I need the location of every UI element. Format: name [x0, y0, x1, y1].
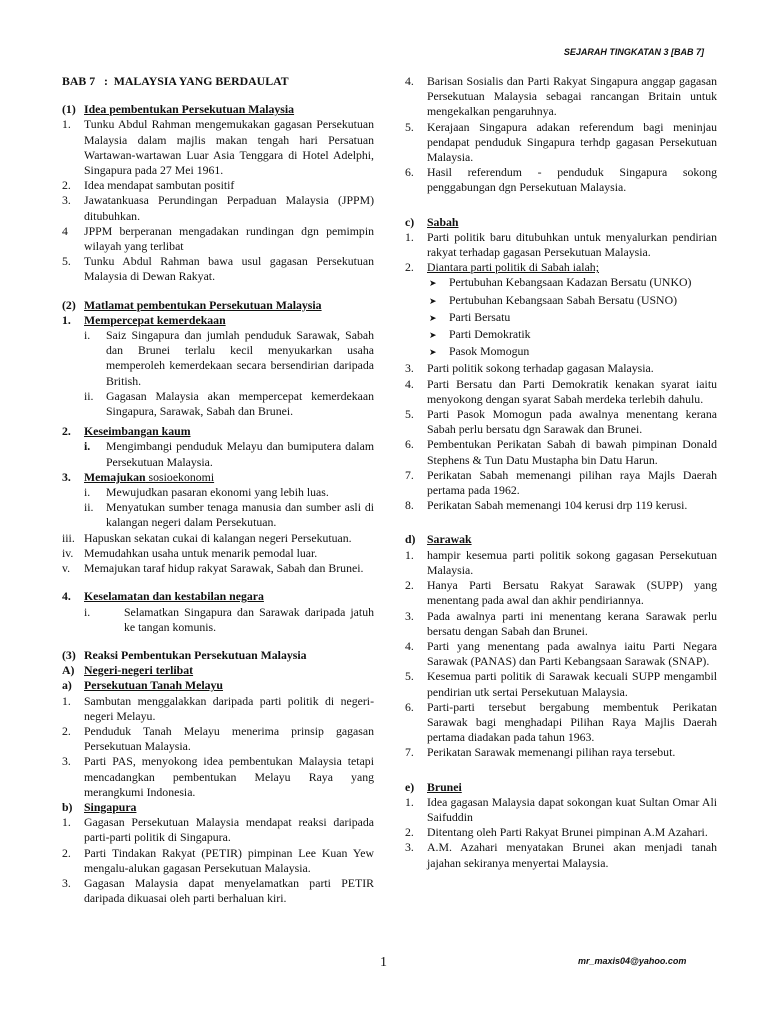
item-number: 6. [405, 165, 414, 180]
item-text: Gagasan Malaysia akan mempercepat kemerdekaan Singapura, Sarawak, Sabah dan Brunei. [106, 388, 374, 419]
point-3-list [62, 485, 374, 531]
arrow-bullet-icon: ➤ [429, 296, 437, 307]
item-number: 1. [62, 693, 71, 708]
list-item [405, 361, 717, 376]
list-item [62, 254, 374, 284]
list-item [405, 230, 717, 260]
point-4-list [62, 605, 374, 635]
item-text: A.M. Azahari menyatakan Brunei akan menjadi tanah jajahan sekiranya menyertai Malaysia. [427, 840, 717, 870]
item-number: 4. [405, 74, 414, 88]
list-item [405, 165, 717, 195]
item-text: Selamatkan Singapura dan Sarawak daripada jatuh ke tangan komunis. [124, 604, 374, 634]
item-number: i. [84, 604, 91, 619]
item-number: 8. [405, 498, 414, 513]
list-item [405, 74, 717, 120]
item-text: Hapuskan sekatan cukai di kalangan negeri Persekutuan. [84, 530, 352, 545]
point-title: Keselamatan dan kestabilan negara [84, 589, 264, 604]
item-text: Memajukan taraf hidup rakyat Sarawak, Sabah dan Brunei. [84, 561, 364, 576]
list-item [405, 795, 717, 825]
item-number: 5. [62, 254, 71, 269]
item-text: Hasil referendum - penduduk Singapura sokong penggabungan dgn Persekutuan Malaysia. [427, 165, 717, 195]
list-item [62, 876, 374, 906]
list-item [405, 377, 717, 407]
party-item [429, 344, 717, 361]
subsection-b-heading [62, 800, 374, 815]
list-item [405, 437, 717, 467]
party-name: Pertubuhan Kebangsaan Kadazan Bersatu (UNKO) [449, 275, 692, 290]
item-text: Kerajaan Singapura adakan referendum bagi meninjau pendapat penduduk Singapura terhdp gagasan Persekutuan Malaysia. [427, 119, 717, 165]
sabah-list-continued [405, 361, 717, 513]
item-number: iii. [62, 530, 75, 545]
subsection-label: c) [405, 214, 415, 229]
list-item [62, 178, 374, 193]
section-title: Matlamat pembentukan Persekutuan Malaysia [84, 297, 322, 312]
subsection-c-heading [405, 215, 717, 230]
item-number: 2. [405, 260, 414, 275]
item-number: 1. [62, 815, 71, 830]
arrow-bullet-icon: ➤ [429, 313, 437, 324]
item-text: Tunku Abdul Rahman bawa usul gagasan Persekutuan Malaysia di Dewan Rakyat. [84, 254, 374, 284]
item-number: 2. [405, 578, 414, 593]
party-item [429, 275, 717, 292]
list-item [405, 639, 717, 669]
list-item [405, 825, 717, 840]
party-item [429, 293, 717, 310]
point-title: Memajukan [84, 469, 146, 484]
item-text: Hanya Parti Bersatu Rakyat Sarawak (SUPP) yang menentang pada awal dan akhir pendiriannya. [427, 578, 717, 608]
item-number: 5. [405, 407, 414, 422]
item-text: Parti PAS, menyokong idea pembentukan Malaysia tetapi mencadangkan pembentukan Melayu Raya yang merangkumi Indonesia. [84, 754, 374, 799]
singapura-list [62, 815, 374, 906]
item-number: 2. [62, 845, 71, 860]
point-3-outer-list [62, 531, 374, 577]
list-item [62, 561, 374, 576]
right-column [405, 74, 717, 871]
point-1-list [62, 328, 374, 419]
list-item [62, 815, 374, 845]
item-number: 4. [405, 638, 414, 653]
item-number: 3. [405, 840, 414, 855]
party-item [429, 327, 717, 344]
list-item [405, 700, 717, 746]
item-number: 7. [405, 745, 414, 760]
item-text: Parti politik sokong terhadap gagasan Malaysia. [427, 361, 654, 376]
subsection-d-heading [405, 532, 717, 547]
item-text: Gagasan Malaysia dapat menyelamatkan parti PETIR daripada dikuasai oleh parti berhaluan kiri. [84, 875, 374, 906]
subsection-a-a-heading [62, 678, 374, 693]
item-text: Perikatan Sabah memenangi 104 kerusi drp 119 kerusi. [427, 498, 688, 513]
item-text: Pada awalnya parti ini menentang kerana Sarawak perlu bersatu dengan Sabah dan Brunei. [427, 608, 717, 638]
item-number: 4 [62, 223, 68, 238]
item-text: Penduduk Tanah Melayu menerima prinsip gagasan Persekutuan Malaysia. [84, 723, 374, 754]
point-number: 2. [62, 424, 71, 439]
item-text: Memudahkan usaha untuk menarik pemodal luar. [84, 545, 318, 560]
item-number: 3. [405, 608, 414, 623]
point-title: Mempercepat kemerdekaan [84, 312, 226, 327]
sabah-list [405, 230, 717, 260]
item-text: Parti yang menentang pada awalnya iaitu Parti Negara Sarawak (PANAS) dan Parti Kebangsaan Sarawak (SNAP). [427, 638, 717, 669]
page-number: 1 [380, 955, 387, 970]
item-number: ii. [84, 388, 94, 403]
section-2-heading [62, 298, 374, 313]
section-title: Reaksi Pembentukan Persekutuan Malaysia [84, 647, 307, 662]
item-number: 5. [405, 119, 414, 134]
item-text: Perikatan Sarawak memenangi pilihan raya tersebut. [427, 745, 676, 760]
point-3-heading [62, 470, 374, 485]
item-text: hampir kesemua parti politik sokong gagasan Persekutuan Malaysia. [427, 547, 717, 577]
party-list [405, 275, 717, 361]
party-item [429, 310, 717, 327]
item-text: Parti Pasok Momogun pada awalnya menentang kerana Sabah perlu bersatu dgn Sarawak dan Brunei. [427, 407, 717, 437]
list-item [84, 500, 374, 530]
item-number: 3. [62, 754, 71, 769]
list-item [84, 485, 374, 500]
list-item [405, 669, 717, 699]
item-number: 1. [405, 547, 414, 562]
chapter-title: BAB 7 : MALAYSIA YANG BERDAULAT [62, 74, 289, 88]
subsection-title: Negeri-negeri terlibat [84, 663, 194, 678]
sarawak-list [405, 548, 717, 761]
item-text: Idea gagasan Malaysia dapat sokongan kuat Sultan Omar Ali Saifuddin [427, 794, 717, 824]
subsection-label: e) [405, 779, 415, 794]
list-item [405, 548, 717, 578]
subsection-title: Singapura [84, 799, 137, 814]
singapura-list-continued [405, 74, 717, 196]
item-text: JPPM berperanan mengadakan rundingan dgn pemimpin wilayah yang terlibat [84, 223, 374, 254]
item-number: v. [62, 561, 71, 576]
subsection-e-heading [405, 780, 717, 795]
item-text: Gagasan Persekutuan Malaysia mendapat reaksi daripada parti-parti politik di Singapura. [84, 815, 374, 845]
item-number: 2. [62, 178, 71, 193]
list-item [62, 846, 374, 876]
item-number: i. [84, 328, 91, 343]
item-text: Sambutan menggalakkan daripada parti politik di negeri-negeri Melayu. [84, 693, 374, 723]
list-item [405, 745, 717, 760]
item-number: 1. [405, 794, 414, 809]
list-item [84, 328, 374, 389]
item-number: 2. [405, 825, 414, 840]
subsection-title: Sarawak [427, 532, 472, 547]
footer-email: mr_maxis04@yahoo.com [578, 956, 687, 966]
item-number: 3. [62, 193, 71, 208]
list-item [405, 578, 717, 608]
list-item [405, 407, 717, 437]
item-text: Parti politik baru ditubuhkan untuk menyalurkan pendirian rakyat terhadap gagasan Persekutuan Malaysia. [427, 229, 717, 260]
list-item [84, 439, 374, 469]
point-2-heading [62, 424, 374, 439]
subsection-label: d) [405, 532, 416, 547]
item-number: 5. [405, 669, 414, 684]
item-text: Jawatankuasa Perundingan Perpaduan Malaysia (JPPM) ditubuhkan. [84, 193, 374, 223]
item-text: Mewujudkan pasaran ekonomi yang lebih luas. [106, 485, 329, 500]
item-text: Tunku Abdul Rahman mengemukakan gagasan Persekutuan Malaysia dalam majlis makan tengah hari Persatuan Wartawan-wartawan Luar Asia Tenggara di Hotel Adelphi, Singapura pada 27 Mei 1961. [84, 117, 374, 178]
list-item [62, 754, 374, 800]
item-text: Parti Bersatu dan Parti Demokratik kenakan syarat iaitu menyokong dengan syarat Sabah merdeka terlebih dahulu. [427, 376, 717, 406]
item-text: Barisan Sosialis dan Parti Rakyat Singapura anggap gagasan Persekutuan Malaysia sebagai rancangan Britain untuk mengekalkan pengaruhnya. [427, 74, 717, 119]
point-title-suffix: sosioekonomi [145, 469, 215, 484]
point-1-heading [62, 313, 374, 328]
item-number: 6. [405, 699, 414, 714]
section-1-heading [62, 102, 374, 117]
item-number: 6. [405, 437, 414, 452]
arrow-bullet-icon: ➤ [429, 279, 437, 290]
list-item [405, 498, 717, 513]
list-item [62, 531, 374, 546]
point-4-heading [62, 589, 374, 604]
item-number: 2. [62, 723, 71, 738]
party-name: Pertubuhan Kebangsaan Sabah Bersatu (USNO) [449, 292, 678, 307]
point-number: 3. [62, 469, 71, 484]
list-item [62, 224, 374, 254]
item-number: 1. [405, 229, 414, 244]
item-text: Diantara parti politik di Sabah ialah; [427, 260, 599, 275]
item-number: 3. [405, 361, 414, 376]
page-header: SEJARAH TINGKATAN 3 [BAB 7] [563, 47, 704, 57]
subsection-title: Brunei [427, 779, 462, 794]
point-number: 1. [62, 312, 71, 327]
item-number: 1. [62, 117, 71, 132]
item-number: 4. [405, 376, 414, 391]
list-item [405, 840, 717, 870]
section-1-list [62, 117, 374, 284]
list-item [405, 468, 717, 498]
brunei-list [405, 795, 717, 871]
subsection-title: Sabah [427, 214, 459, 229]
list-item [84, 605, 374, 635]
section-number: (1) [62, 102, 76, 117]
item-number: i. [84, 439, 91, 454]
ptm-list [62, 694, 374, 800]
list-item [62, 724, 374, 754]
item-text: Parti-parti tersebut bergabung membentuk Perikatan Sarawak bagi menghadapi Pilihan Raya Majlis Daerah pertama diadakan pada tahun 1963. [427, 699, 717, 745]
arrow-bullet-icon: ➤ [429, 348, 437, 359]
list-item [62, 193, 374, 223]
item-number: ii. [84, 500, 94, 515]
subsection-title: Persekutuan Tanah Melayu [84, 678, 223, 693]
party-name: Parti Bersatu [449, 309, 511, 324]
section-3-heading [62, 648, 374, 663]
list-item [405, 120, 717, 166]
subsection-label: a) [62, 678, 72, 693]
point-title: Keseimbangan kaum [84, 424, 191, 439]
list-item [62, 694, 374, 724]
subsection-a-heading [62, 663, 374, 678]
list-item [84, 389, 374, 419]
item-text: Menyatukan sumber tenaga manusia dan sumber asli di kalangan negeri dalam Persekutuan. [106, 500, 374, 530]
list-item [62, 117, 374, 178]
item-text: Pembentukan Perikatan Sabah di bawah pimpinan Donald Stephens & Tun Datu Mustapha bin Datu Harun. [427, 437, 717, 467]
item-text: Ditentang oleh Parti Rakyat Brunei pimpinan A.M Azahari. [427, 825, 708, 840]
point-2-list [62, 439, 374, 469]
item-text: Perikatan Sabah memenangi pilihan raya Majls Daerah pertama pada 1962. [427, 467, 717, 498]
list-item [405, 609, 717, 639]
item-number: 3. [62, 875, 71, 890]
item-text: Saiz Singapura dan jumlah penduduk Sarawak, Sabah dan Brunei terlalu kecil menyukarkan usaha memperoleh kemerdekaan secara bersendirian daripada British. [106, 328, 374, 388]
list-item [62, 546, 374, 561]
section-title: Idea pembentukan Persekutuan Malaysia [84, 102, 295, 117]
arrow-bullet-icon: ➤ [429, 331, 437, 342]
section-number: (3) [62, 647, 76, 662]
party-name: Parti Demokratik [449, 327, 531, 342]
list-item [405, 260, 717, 275]
party-name: Pasok Momogun [449, 344, 530, 359]
left-column [62, 74, 374, 906]
item-number: iv. [62, 545, 74, 560]
item-text: Kesemua parti politik di Sarawak kecuali SUPP mengambil pendirian utk sertai Persekutuan Malaysia. [427, 669, 717, 699]
point-number: 4. [62, 589, 71, 604]
subsection-label: A) [62, 663, 75, 678]
section-number: (2) [62, 297, 76, 312]
subsection-label: b) [62, 799, 73, 814]
item-number: i. [84, 485, 91, 500]
item-text: Idea mendapat sambutan positif [84, 178, 235, 193]
item-text: Mengimbangi penduduk Melayu dan bumiputera dalam Persekutuan Malaysia. [106, 439, 374, 469]
item-text: Parti Tindakan Rakyat (PETIR) pimpinan Lee Kuan Yew mengalu-alukan gagasan Persekutuan Malaysia. [84, 845, 374, 875]
item-number: 7. [405, 467, 414, 482]
